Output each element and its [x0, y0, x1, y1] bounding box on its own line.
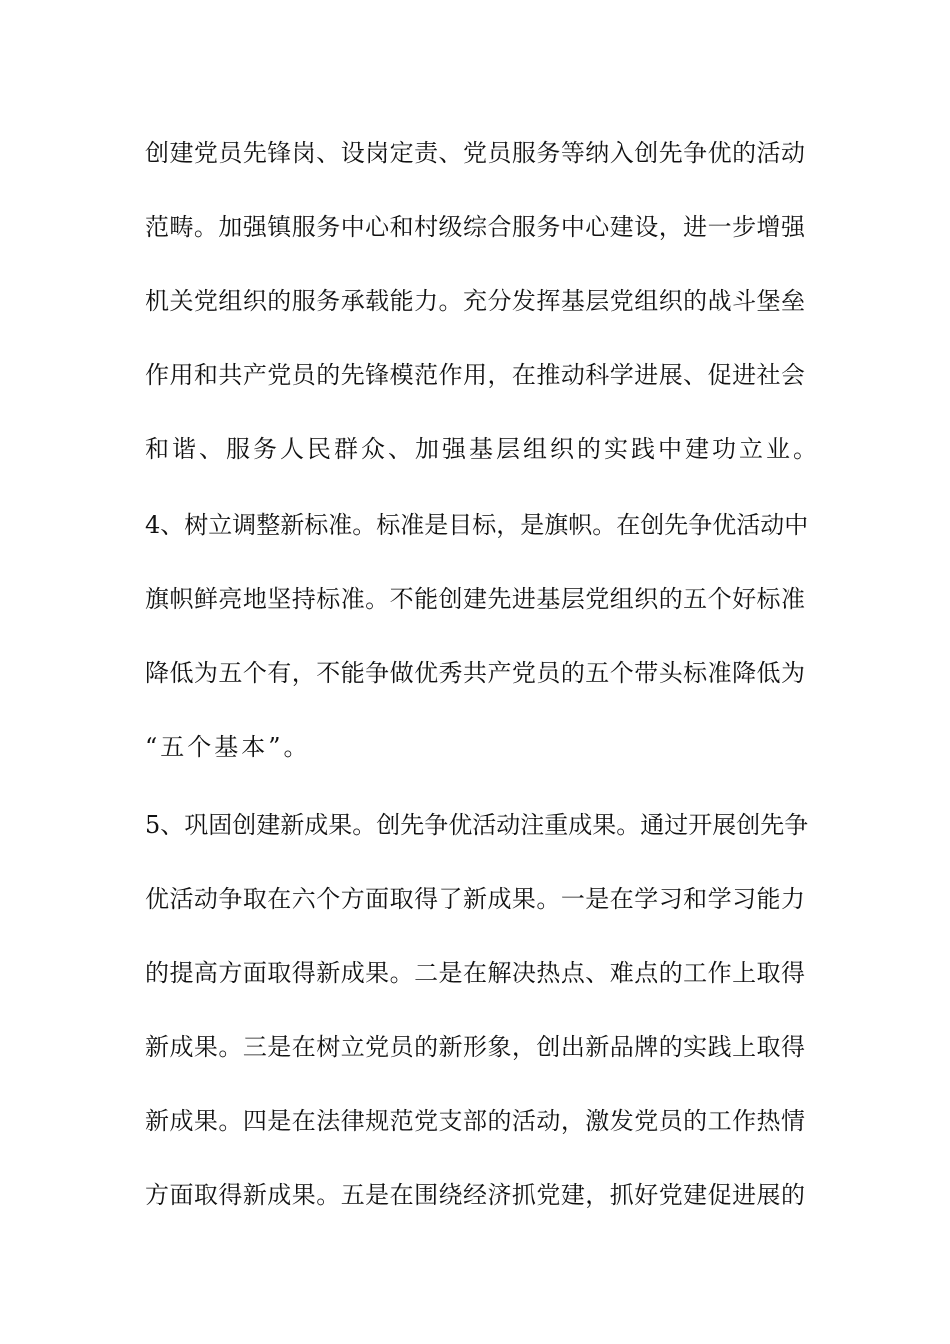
text-line: 4、树立调整新标准。标准是目标，是旗帜。在创先争优活动中	[145, 511, 809, 539]
text-line: 新成果。三是在树立党员的新形象，创出新品牌的实践上取得	[145, 1033, 805, 1061]
text-line: 和谐、服务人民群众、加强基层组织的实践中建功立业。	[145, 435, 820, 463]
text-line: 方面取得新成果。五是在围绕经济抓党建，抓好党建促进展的	[145, 1181, 805, 1209]
text-line: 作用和共产党员的先锋模范作用，在推动科学进展、促进社会	[145, 361, 805, 389]
text-line: 创建党员先锋岗、设岗定责、党员服务等纳入创先争优的活动	[145, 139, 805, 167]
text-line: 范畴。加强镇服务中心和村级综合服务中心建设，进一步增强	[145, 213, 805, 241]
text-line: 优活动争取在六个方面取得了新成果。一是在学习和学习能力	[145, 885, 805, 913]
text-line: 降低为五个有，不能争做优秀共产党员的五个带头标准降低为	[145, 659, 805, 687]
text-line: 机关党组织的服务承载能力。充分发挥基层党组织的战斗堡垒	[145, 287, 805, 315]
text-line: 新成果。四是在法律规范党支部的活动，激发党员的工作热情	[145, 1107, 805, 1135]
text-line: 的提高方面取得新成果。二是在解决热点、难点的工作上取得	[145, 959, 805, 987]
text-line: 旗帜鲜亮地坚持标准。不能创建先进基层党组织的五个好标准	[145, 585, 805, 613]
text-line: 5、巩固创建新成果。创先争优活动注重成果。通过开展创先争	[145, 811, 809, 839]
text-line: “五个基本”。	[145, 733, 311, 761]
